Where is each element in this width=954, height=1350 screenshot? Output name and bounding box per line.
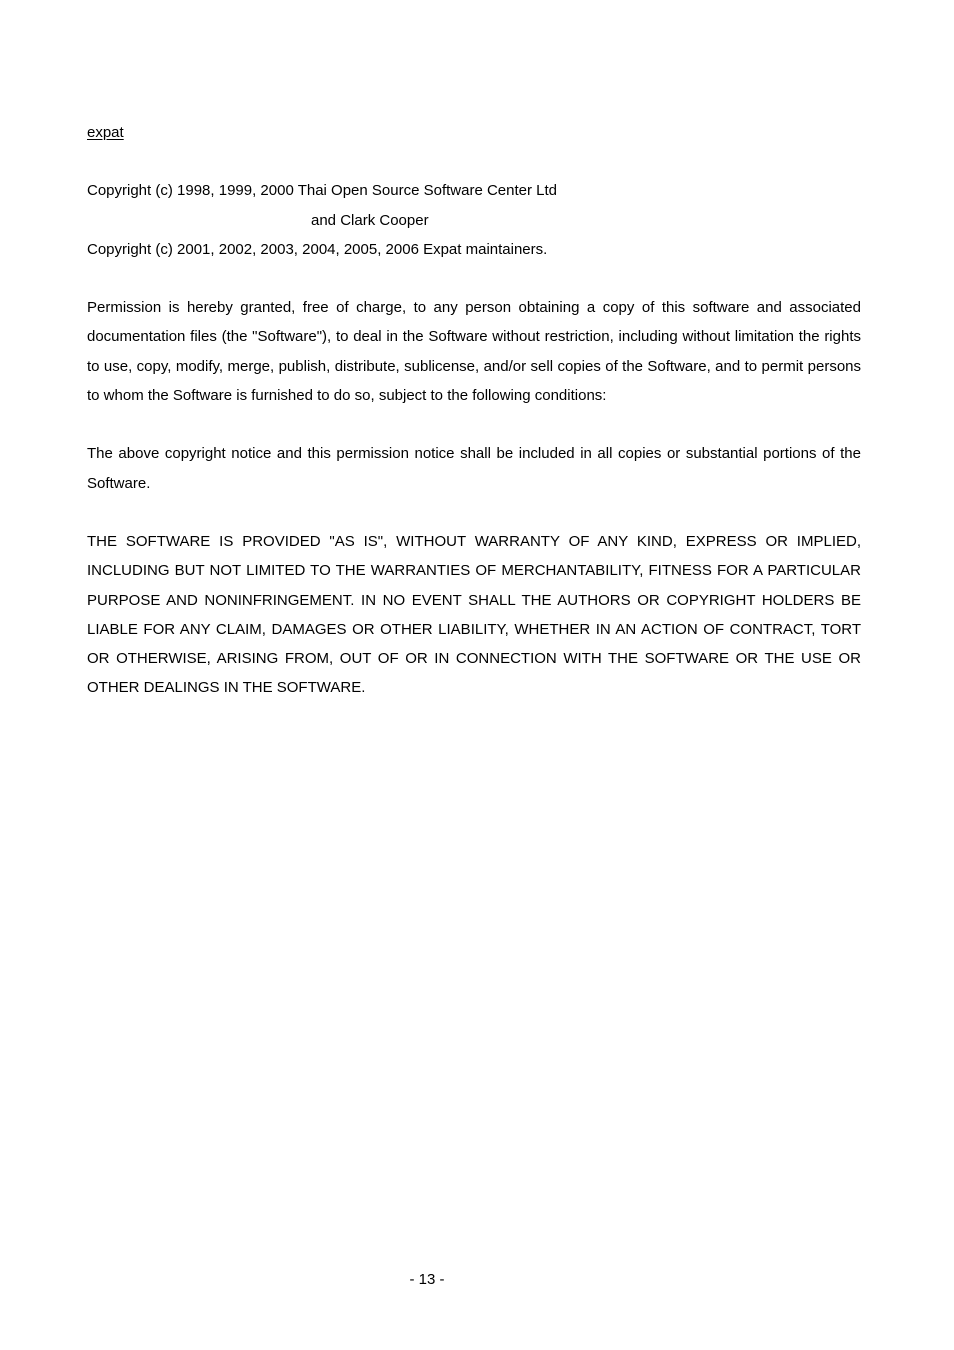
copyright-line-2: and Clark Cooper [311, 211, 429, 229]
copyright-line-3: Copyright (c) 2001, 2002, 2003, 2004, 2005, 2006 Expat maintainers. [87, 240, 548, 258]
copyright-block [87, 176, 861, 264]
license-content [87, 118, 861, 703]
section-title: expat [87, 124, 124, 141]
permission-paragraph: Permission is hereby granted, free of charge, to any person obtaining a copy of this software and associated documentation files (the "Software"), to deal in the Software without restriction, including without limitation the rights to use, copy, modify, merge, publish, distribute, sublicense, and/or sell copies of the Software, and to permit persons to whom the Software is furnished to do so, subject to the following conditions: [87, 299, 861, 405]
warranty-disclaimer-paragraph: THE SOFTWARE IS PROVIDED "AS IS", WITHOUT WARRANTY OF ANY KIND, EXPRESS OR IMPLIED, INCLUDING BUT NOT LIMITED TO THE WARRANTIES OF MERCHANTABILITY, FITNESS FOR A PARTICULAR PURPOSE AND NONINFRINGEMENT. IN NO EVENT SHALL THE AUTHORS OR COPYRIGHT HOLDERS BE LIABLE FOR ANY CLAIM, DAMAGES OR OTHER LIABILITY, WHETHER IN AN ACTION OF CONTRACT, TORT OR OTHERWISE, ARISING FROM, OUT OF OR IN CONNECTION WITH THE SOFTWARE OR THE USE OR OTHER DEALINGS IN THE SOFTWARE. [87, 532, 861, 697]
notice-paragraph: The above copyright notice and this permission notice shall be included in all copies or substantial portions of the Software. [87, 445, 861, 492]
copyright-line-1: Copyright (c) 1998, 1999, 2000 Thai Open Source Software Center Ltd [87, 182, 558, 200]
page-number: - 13 - [409, 1271, 445, 1288]
